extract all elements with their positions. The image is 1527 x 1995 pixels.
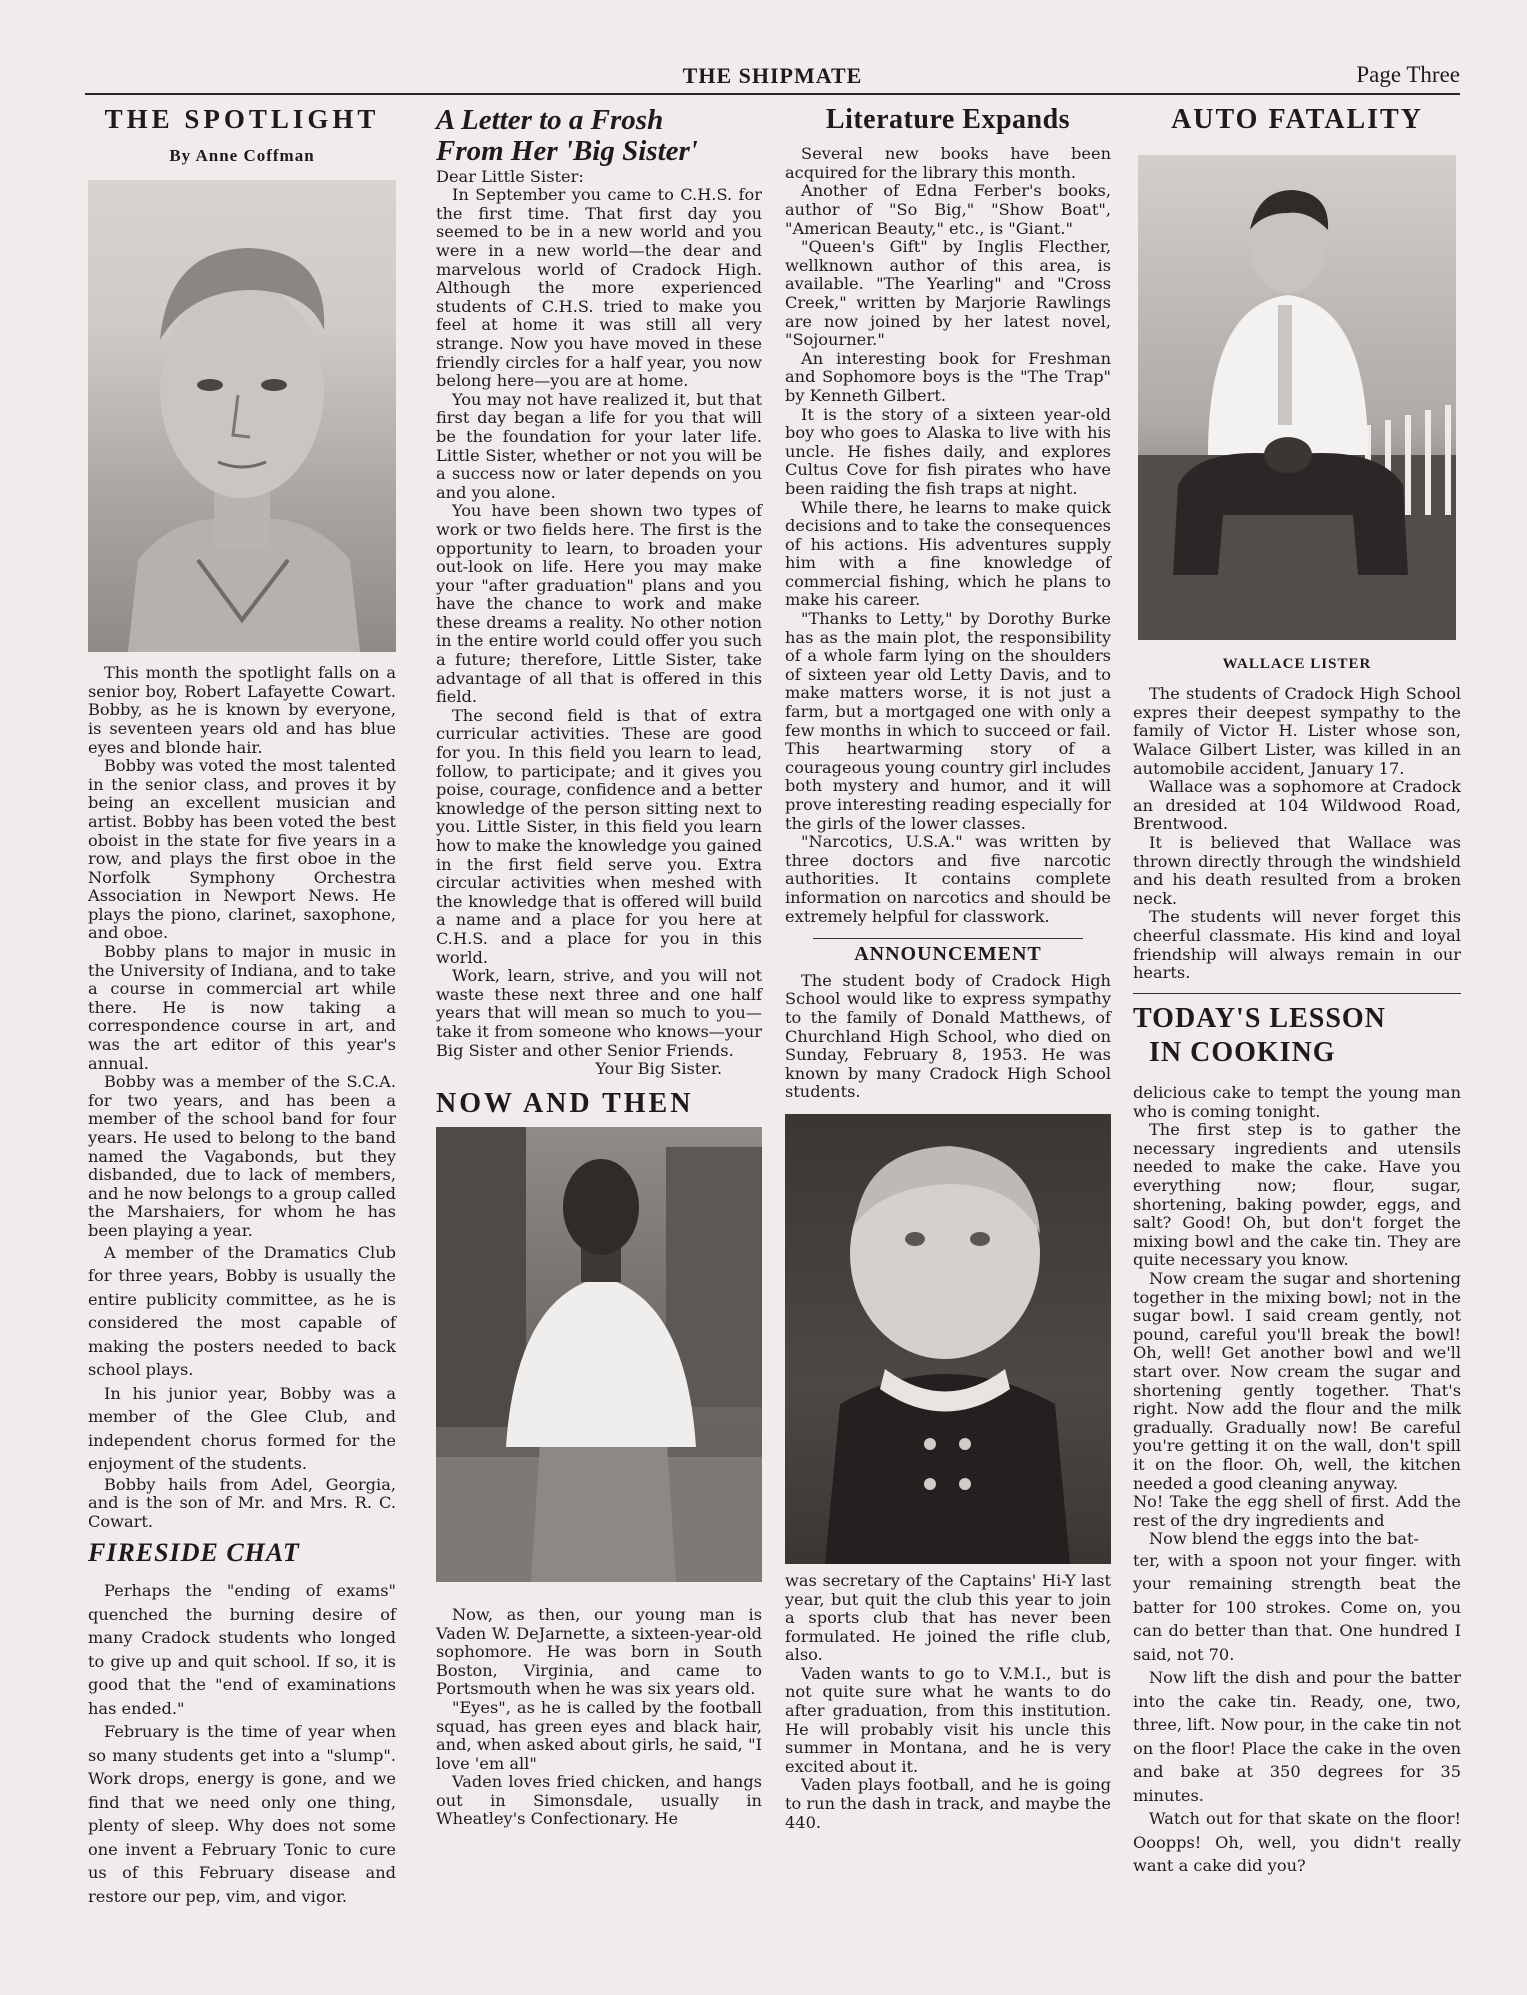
now-photo [436, 1127, 762, 1582]
cooking-paragraph: The first step is to gather the necessary ingredients and utensils needed to make the cake. Have you everything now; flour, sugar, shortening, baking powder, eggs, and salt? Good! Oh, but don't forget the mixing bowl and the cake tin. They are quite necessary you know. [1133, 1120, 1461, 1270]
announcement-paragraph: The student body of Cradock High School would like to express sympathy to the family of Donald Matthews, of Churchland High School, who died on Sunday, February 8, 1953. He was known by many Cradock High School students. [785, 970, 1111, 1102]
cooking-title-line1: TODAY'S LESSON [1133, 1002, 1386, 1034]
column-2 [436, 105, 762, 1829]
wallace-caption: WALLACE LISTER [1222, 656, 1372, 673]
now-and-then-title: NOW AND THEN [436, 1087, 694, 1119]
letter-title [436, 105, 762, 168]
fireside-title: FIRESIDE CHAT [88, 1538, 300, 1568]
announcement-title: ANNOUNCEMENT [813, 938, 1083, 966]
wallace-photo [1138, 155, 1456, 640]
fireside-paragraph: February is the time of year when so many students get into a "slump". Work drops, energy is gone, and we find that we need only one thing, plenty of sleep. Why does not some one invent a February Tonic to cure us of this February disease and restore our pep, vim, and vigor. [88, 1722, 396, 1906]
cooking-paragraph: No! Take the egg shell of first. Add the rest of the dry ingredients and [1133, 1492, 1461, 1530]
auto-fatality-title: AUTO FATALITY [1171, 104, 1423, 135]
spotlight-paragraph: Bobby plans to major in music in the University of Indiana, and to take a course in commercial art while there. He is now taking a correspondence course in art, and was the art editor of this year's annual. [88, 942, 396, 1073]
column-4 [1133, 105, 1461, 1878]
spotlight-byline: By Anne Coffman [169, 146, 315, 166]
literature-paragraph: It is the story of a sixteen year-old boy who goes to Alaska to live with his uncle. He fishes daily, and explores Cultus Cove for fish pirates who have been raiding the fish traps at night. [785, 404, 1111, 498]
letter-paragraph: The second field is that of extra curricular activities. These are good for you. In this field you learn to lead, follow, to participate; and it gives you poise, courage, confidence and a better knowledge of the person sitting next to you. Little Sister, in this field you learn how to make the knowledge you gained in the first field serve you. Extra circular activities when meshed with the knowledge that is offered will build a name and a place for you here at C.H.S. and a place for you in this world. [436, 705, 762, 967]
literature-paragraph: "Queen's Gift" by Inglis Flecther, wellknown author of this area, is available. "The Yearling" and "Cross Creek," written by Marjorie Rawlings are now joined by her latest novel, "Sojourner." [785, 237, 1111, 350]
auto-paragraph: The students of Cradock High School expres their deepest sympathy to the family of Victor H. Lister whose son, Walace Gilbert Lister, was killed in an automobile accident, January 17. [1133, 684, 1461, 778]
auto-paragraph: Wallace was a sophomore at Cradock an dresided at 104 Wildwood Road, Brentwood. [1133, 777, 1461, 834]
cooking-paragraph: Now blend the eggs into the bat- [1149, 1529, 1420, 1549]
letter-signoff: Your Big Sister. [595, 1059, 722, 1079]
spotlight-paragraph: A member of the Dramatics Club for three years, Bobby is usually the entire publicity committee, as he is considered the most capable of making the posters needed to back school plays. [88, 1242, 396, 1380]
letter-salutation: Dear Little Sister: [436, 166, 584, 186]
letter-paragraph: You have been shown two types of work or two fields here. The first is the opportunity to learn, to broaden your out-look on life. Here you may make your "after graduation" plans and you have the chance to work and make these dreams a reality. No other notion in the entire world could offer you such a future; therefore, Little Sister, take advantage of all that is offered in this field. [436, 501, 762, 707]
cooking-paragraph: Now cream the sugar and shortening together in the mixing bowl; not in the sugar bowl. I said cream gently, not pound, careful you'll break the bowl! Oh, well! Get another bowl and we'll start over. Now cream the sugar and shortening gently together. That's right. Now add the flour and the milk gradually. Gradually now! Be careful you're getting it on the wall, don't spill it on the floor. Oh, well, the kitchen needed a good cleaning anyway. [1133, 1268, 1461, 1493]
cooking-paragraph: delicious cake to tempt the young man who is coming tonight. [1133, 1083, 1461, 1121]
spotlight-paragraph: Bobby hails from Adel, Georgia, and is the son of Mr. and Mrs. R. C. Cowart. [88, 1474, 396, 1531]
spotlight-paragraph: This month the spotlight falls on a senior boy, Robert Lafayette Cowart. Bobby, as he is known by everyone, is seventeen years old and has blue eyes and blonde hair. [88, 663, 396, 757]
cooking-title [1133, 1002, 1461, 1070]
child-photo [785, 1114, 1111, 1564]
page-header [85, 60, 1460, 94]
literature-paragraph: Several new books have been acquired for the library this month. [785, 144, 1111, 182]
literature-paragraph: While there, he learns to make quick decisions and to take the consequences of his actions. His adventures supply him with a fine knowledge of commercial fishing, which he plans to make his career. [785, 497, 1111, 610]
column-1 [88, 105, 396, 1908]
cooking-paragraph: Now lift the dish and pour the batter into the cake tin. Ready, one, two, three, lift. Now pour, in the cake tin not on the floor! Place the cake in the oven and bake at 350 degrees for 35 minutes. [1133, 1668, 1461, 1805]
now-paragraph-cont: Vaden plays football, and he is going to run the dash in track, and maybe the 440. [785, 1775, 1111, 1832]
literature-title: Literature Expands [825, 104, 1071, 135]
now-paragraph-cont: was secretary of the Captains' Hi-Y last year, but quit the club this year to join a sports club that has never been formulated. He joined the rifle club, also. [785, 1570, 1111, 1665]
letter-title-line1: A Letter to a Frosh [436, 104, 664, 136]
letter-paragraph: In September you came to C.H.S. for the first time. That first day you seemed to be in a new world and you were in a new world—the dear and marvelous world of Cradock High. Although the more experienced students of C.H.S. tried to make you feel at home it was still all very strange. Now you have moved in these friendly circles for a half year, you now belong here—you are at home. [436, 185, 762, 391]
letter-paragraph: You may not have realized it, but that first day began a life for you that will be the foundation for your later life. Little Sister, whether or not you will be a success now or later depends on you and you alone. [436, 389, 762, 502]
spotlight-paragraph: Bobby was a member of the S.C.A. for two years, and has been a member of the school band for four years. He used to belong to the band named the Vagabonds, but they disbanded, due to lack of members, and he now belongs to a group called the Marshaiers, for whom he has been playing a year. [88, 1072, 396, 1240]
cooking-title-line2: IN COOKING [1149, 1036, 1336, 1068]
auto-paragraph: It is believed that Wallace was thrown directly through the windshield and his death resulted from a broken neck. [1133, 832, 1461, 908]
now-paragraph-cont: Vaden wants to go to V.M.I., but is not quite sure what he wants to do after graduation, from this institution. He will probably visit his uncle this summer in Montana, and he is very excited about it. [785, 1663, 1111, 1776]
column-3 [785, 105, 1111, 1832]
now-paragraph: Vaden loves fried chicken, and hangs out in Simonsdale, usually in Wheatley's Confectionary. He [436, 1772, 762, 1829]
literature-paragraph: "Narcotics, U.S.A." was written by three doctors and five narcotic authorities. It contains complete information on narcotics and should be extremely helpful for classwork. [785, 832, 1111, 926]
now-paragraph: "Eyes", as he is called by the football squad, has green eyes and black hair, and, when asked about girls, he said, "I love 'em all" [436, 1697, 762, 1773]
cooking-paragraph: Watch out for that skate on the floor! Ooopps! Oh, well, you didn't really want a cake did you? [1133, 1809, 1461, 1876]
literature-paragraph: Another of Edna Ferber's books, author of "So Big," "Show Boat", "American Beauty," etc., is "Giant." [785, 181, 1111, 238]
letter-paragraph: Work, learn, strive, and you will not waste these next three and one half years that will mean so much to you—take it from someone who knows—your Big Sister and other Senior Friends. [436, 966, 762, 1060]
spotlight-paragraph: Bobby was voted the most talented in the senior class, and proves it by being an excellent musician and artist. Bobby has been voted the best oboist in the state for five years in a row, and plays the first oboe in the Norfolk Symphony Orchestra Association in Newport News. He plays the piono, clarinet, saxophone, and oboe. [88, 756, 396, 943]
letter-title-line2: From Her 'Big Sister' [436, 135, 698, 168]
spotlight-paragraph: In his junior year, Bobby was a member of the Glee Club, and independent chorus formed for the enjoyment of the students. [88, 1383, 396, 1474]
spotlight-photo [88, 180, 396, 652]
fireside-paragraph: Perhaps the "ending of exams" quenched the burning desire of many Cradock students who longed to give up and quit school. If so, it is good that the "end of examinations has ended." [88, 1581, 396, 1718]
literature-paragraph: "Thanks to Letty," by Dorothy Burke has as the main plot, the responsibility of a whole farm lying on the shoulders of sixteen year old Letty Davis, and to make matters worse, it is not just a farm, but a mortgaged one with only a few months in which to succeed or fail. This heartwarming story of a courageous young country girl includes both mystery and humor, and it will prove interesting reading especially for the girls of the lower classes. [785, 609, 1111, 833]
cooking-paragraph: ter, with a spoon not your finger. with your remaining strength beat the batter for 100 strokes. Come on, you can do better than that. One hundred I said, not 70. [1133, 1550, 1461, 1664]
page-number: Page Three [1356, 62, 1460, 87]
spotlight-title: THE SPOTLIGHT [104, 104, 380, 134]
section-divider [1133, 993, 1461, 994]
masthead: THE SHIPMATE [682, 63, 863, 88]
auto-paragraph: The students will never forget this cheerful classmate. His kind and loyal friendship will always remain in our hearts. [1133, 907, 1461, 983]
now-paragraph: Now, as then, our young man is Vaden W. DeJarnette, a sixteen-year-old sophomore. He was born in South Boston, Virginia, and came to Portsmouth when he was six years old. [436, 1604, 762, 1699]
header-rule [85, 93, 1460, 95]
literature-paragraph: An interesting book for Freshman and Sophomore boys is the "The Trap" by Kenneth Gilbert. [785, 348, 1111, 405]
